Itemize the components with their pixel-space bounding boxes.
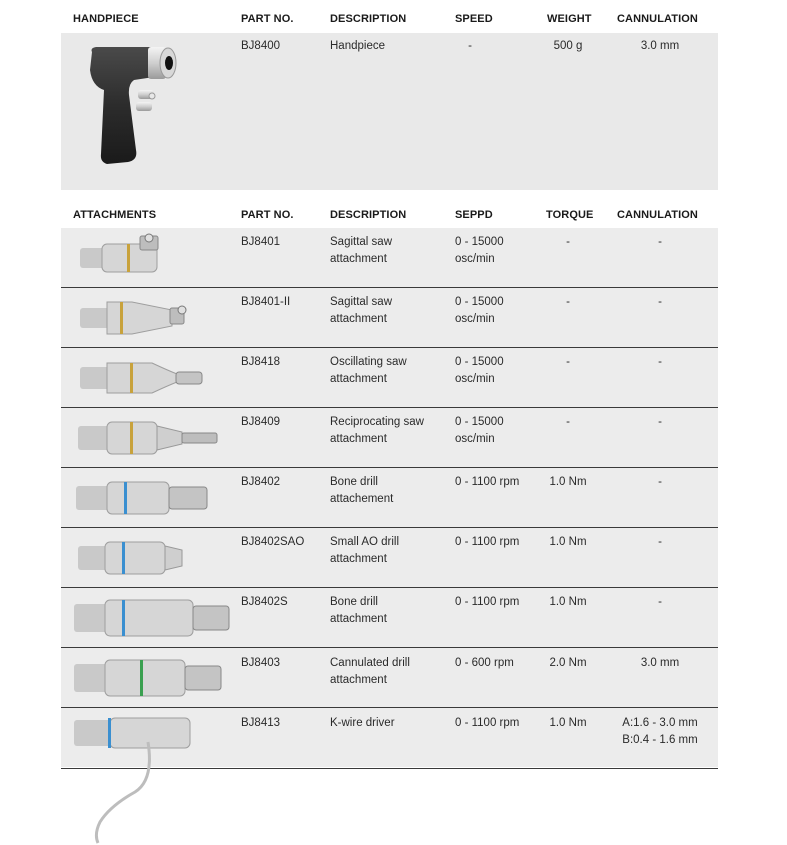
- row-speed: 0 - 15000 osc/min: [455, 236, 504, 265]
- row-part-no: BJ8403: [241, 657, 281, 669]
- row-description: Oscillating saw attachment: [330, 356, 407, 385]
- cannulated-drill-image: [72, 650, 232, 705]
- row-cannulation: -: [658, 296, 662, 308]
- row-torque: 1.0 Nm: [549, 536, 587, 548]
- small-ao-drill-image: [72, 530, 222, 585]
- handpiece-description: Handpiece: [330, 40, 385, 52]
- row-description: Sagittal saw attachment: [330, 236, 393, 265]
- row-cannulation: -: [658, 356, 662, 368]
- att-description-header: DESCRIPTION: [330, 209, 407, 221]
- row-description: Small AO drill attachment: [330, 536, 400, 565]
- row-description: Reciprocating saw attachment: [330, 416, 424, 445]
- att-part-no-header: PART NO.: [241, 209, 294, 221]
- row-torque: -: [566, 356, 570, 368]
- att-cannulation-header: CANNULATION: [617, 209, 698, 221]
- row-cannulation: -: [658, 536, 662, 548]
- attachments-header: ATTACHMENTS: [73, 209, 157, 221]
- row-torque: -: [566, 236, 570, 248]
- row-description: Cannulated drill attachment: [330, 657, 410, 686]
- row-speed: 0 - 1100 rpm: [455, 717, 520, 729]
- k-wire-cable-image: [80, 740, 160, 845]
- row-speed: 0 - 600 rpm: [455, 657, 514, 669]
- row-speed: 0 - 15000 osc/min: [455, 296, 504, 325]
- row-cannulation: 3.0 mm: [640, 657, 680, 669]
- row-speed: 0 - 1100 rpm: [455, 476, 520, 488]
- row-torque: 1.0 Nm: [549, 596, 587, 608]
- row-torque: -: [566, 296, 570, 308]
- sagittal-saw-image: [72, 230, 222, 285]
- row-part-no: BJ8402SAO: [241, 536, 305, 548]
- row-speed: 0 - 15000 osc/min: [455, 356, 504, 385]
- row-part-no: BJ8401: [241, 236, 281, 248]
- row-cannulation: -: [658, 476, 662, 488]
- handpiece-speed: -: [468, 40, 472, 52]
- sagittal-saw-ii-image: [72, 290, 222, 345]
- weight-header: WEIGHT: [547, 13, 592, 25]
- row-cannulation: A:1.6 - 3.0 mm B:0.4 - 1.6 mm: [622, 717, 698, 746]
- row-part-no: BJ8418: [241, 356, 281, 368]
- row-description: Bone drill attachment: [330, 596, 387, 625]
- att-torque-header: TORQUE: [546, 209, 594, 221]
- oscillating-saw-image: [72, 350, 222, 405]
- row-description: Bone drill attachement: [330, 476, 394, 505]
- row-part-no: BJ8401-II: [241, 296, 291, 308]
- row-description: K-wire driver: [330, 717, 395, 729]
- part-no-header: PART NO.: [241, 13, 294, 25]
- handpiece-part-no: BJ8400: [241, 40, 281, 52]
- description-header: DESCRIPTION: [330, 13, 407, 25]
- band: [127, 244, 130, 272]
- handpiece-cannulation: 3.0 mm: [640, 40, 680, 52]
- row-cannulation: -: [658, 596, 662, 608]
- row-speed: 0 - 1100 rpm: [455, 596, 520, 608]
- row-part-no: BJ8409: [241, 416, 281, 428]
- row-speed: 0 - 1100 rpm: [455, 536, 520, 548]
- speed-header: SPEED: [455, 13, 493, 25]
- bone-drill-s-image: [72, 590, 232, 645]
- row-description: Sagittal saw attachment: [330, 296, 393, 325]
- row-torque: 1.0 Nm: [549, 476, 587, 488]
- handpiece-image: [82, 40, 182, 170]
- reciprocating-saw-image: [72, 410, 222, 465]
- row-part-no: BJ8413: [241, 717, 281, 729]
- row-cannulation: -: [658, 416, 662, 428]
- row-part-no: BJ8402: [241, 476, 281, 488]
- handpiece-weight: 500 g: [553, 40, 583, 52]
- handpiece-header: HANDPIECE: [73, 13, 139, 25]
- row-torque: 1.0 Nm: [549, 717, 587, 729]
- cannulation-header: CANNULATION: [617, 13, 698, 25]
- att-speed-header: SEPPD: [455, 209, 493, 221]
- row-part-no: BJ8402S: [241, 596, 288, 608]
- row-torque: 2.0 Nm: [549, 657, 587, 669]
- bone-drill-image: [72, 470, 222, 525]
- row-cannulation: -: [658, 236, 662, 248]
- row-torque: -: [566, 416, 570, 428]
- row-speed: 0 - 15000 osc/min: [455, 416, 504, 445]
